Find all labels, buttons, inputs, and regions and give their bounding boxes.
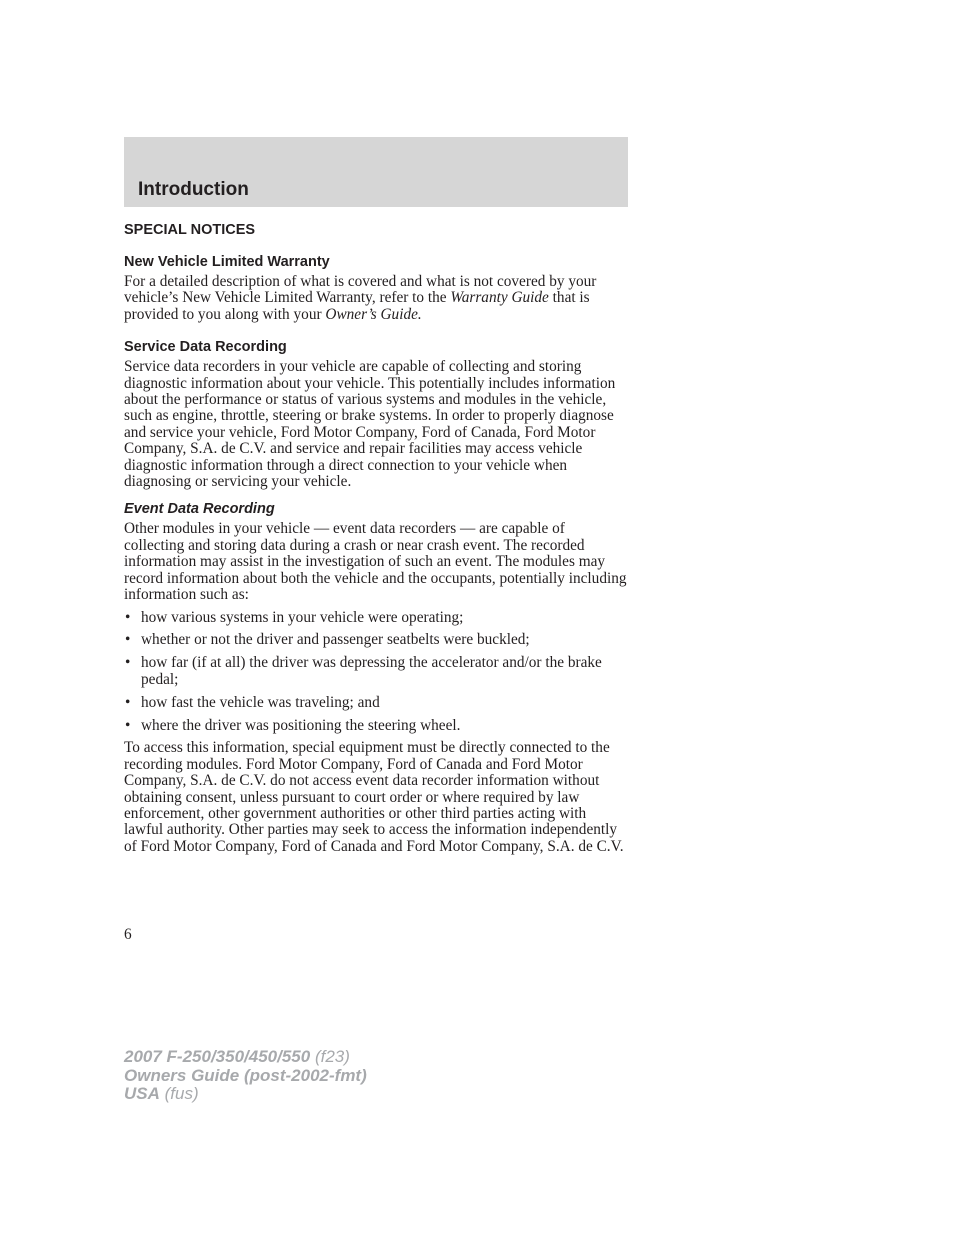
event-data-intro: Other modules in your vehicle — event data recorders — are capable of collecting and storing data during a crash or near crash event. The recorded information may assist in the investigation of such an event. The modules may record information about both the vehicle and the occupants, potentially including information such as:	[124, 520, 627, 604]
bullet-icon: •	[125, 631, 131, 649]
event-data-list	[124, 610, 628, 734]
list-item	[124, 632, 628, 648]
footer	[124, 1048, 367, 1104]
list-item	[124, 655, 628, 688]
footer-market-code: (fus)	[159, 1084, 199, 1103]
list-item-text: how fast the vehicle was traveling; and	[141, 693, 380, 711]
page-number: 6	[124, 926, 132, 943]
warranty-paragraph	[124, 274, 628, 323]
bullet-icon: •	[125, 608, 131, 626]
event-data-closing: To access this information, special equipment must be directly connected to the recording modules. Ford Motor Company, Ford of Canada and Ford Motor Company, S.A. de C.V. do not access event data recorder information without obtaining consent, unless pursuant to court order or where required by law enforcement, other government authorities or other third parties acting with lawful authority. Other parties may seek to access the information independently of Ford Motor Company, Ford of Canada and Ford Motor Company, S.A. de C.V.	[124, 739, 624, 855]
service-data-heading: Service Data Recording	[124, 339, 287, 356]
list-item	[124, 610, 628, 626]
event-data-heading: Event Data Recording	[124, 501, 275, 518]
list-item-text: how far (if at all) the driver was depressing the accelerator and/or the brake pedal;	[141, 654, 602, 688]
warranty-text-1: For a detailed description of what is covered and what is not covered by your vehicle’s New Vehicle Limited Warranty, refer to the	[124, 273, 597, 307]
header-band	[124, 137, 628, 207]
bullet-icon: •	[125, 654, 131, 672]
warranty-guide-title: Warranty Guide	[450, 289, 549, 307]
footer-market: USA	[124, 1084, 160, 1103]
list-item	[124, 695, 628, 711]
footer-model-code: (f23)	[310, 1047, 350, 1066]
footer-line-2	[124, 1067, 367, 1086]
section-title: SPECIAL NOTICES	[124, 222, 256, 238]
bullet-icon: •	[125, 693, 131, 711]
footer-model: 2007 F-250/350/450/550	[124, 1047, 311, 1066]
list-item-text: how various systems in your vehicle were operating;	[141, 608, 464, 626]
footer-guide-name: Owners Guide (post-2002-fmt)	[124, 1065, 367, 1085]
list-item-text: whether or not the driver and passenger seatbelts were buckled;	[141, 631, 530, 649]
warranty-heading: New Vehicle Limited Warranty	[124, 254, 330, 270]
bullet-icon: •	[125, 716, 131, 734]
main-content	[124, 220, 628, 869]
footer-line-1	[124, 1048, 367, 1067]
service-data-paragraph: Service data recorders in your vehicle are capable of collecting and storing diagnostic information about your vehicle. This potentially includes information about the performance or status of various systems and modules in the vehicle, such as engine, throttle, steering or brake systems. In order to properly diagnose and service your vehicle, Ford Motor Company, Ford of Canada, Ford Motor Company, S.A. de C.V. and service and repair facilities may access vehicle diagnostic information through a direct connection to your vehicle when diagnosing or servicing your vehicle.	[124, 358, 616, 491]
owners-guide-title: Owner’s Guide.	[325, 305, 422, 323]
list-item	[124, 718, 628, 734]
list-item-text: where the driver was positioning the steering wheel.	[141, 716, 461, 734]
page-title: Introduction	[138, 179, 249, 200]
warranty-text-2: that is provided to you along with your	[124, 289, 590, 323]
footer-line-3	[124, 1085, 367, 1104]
